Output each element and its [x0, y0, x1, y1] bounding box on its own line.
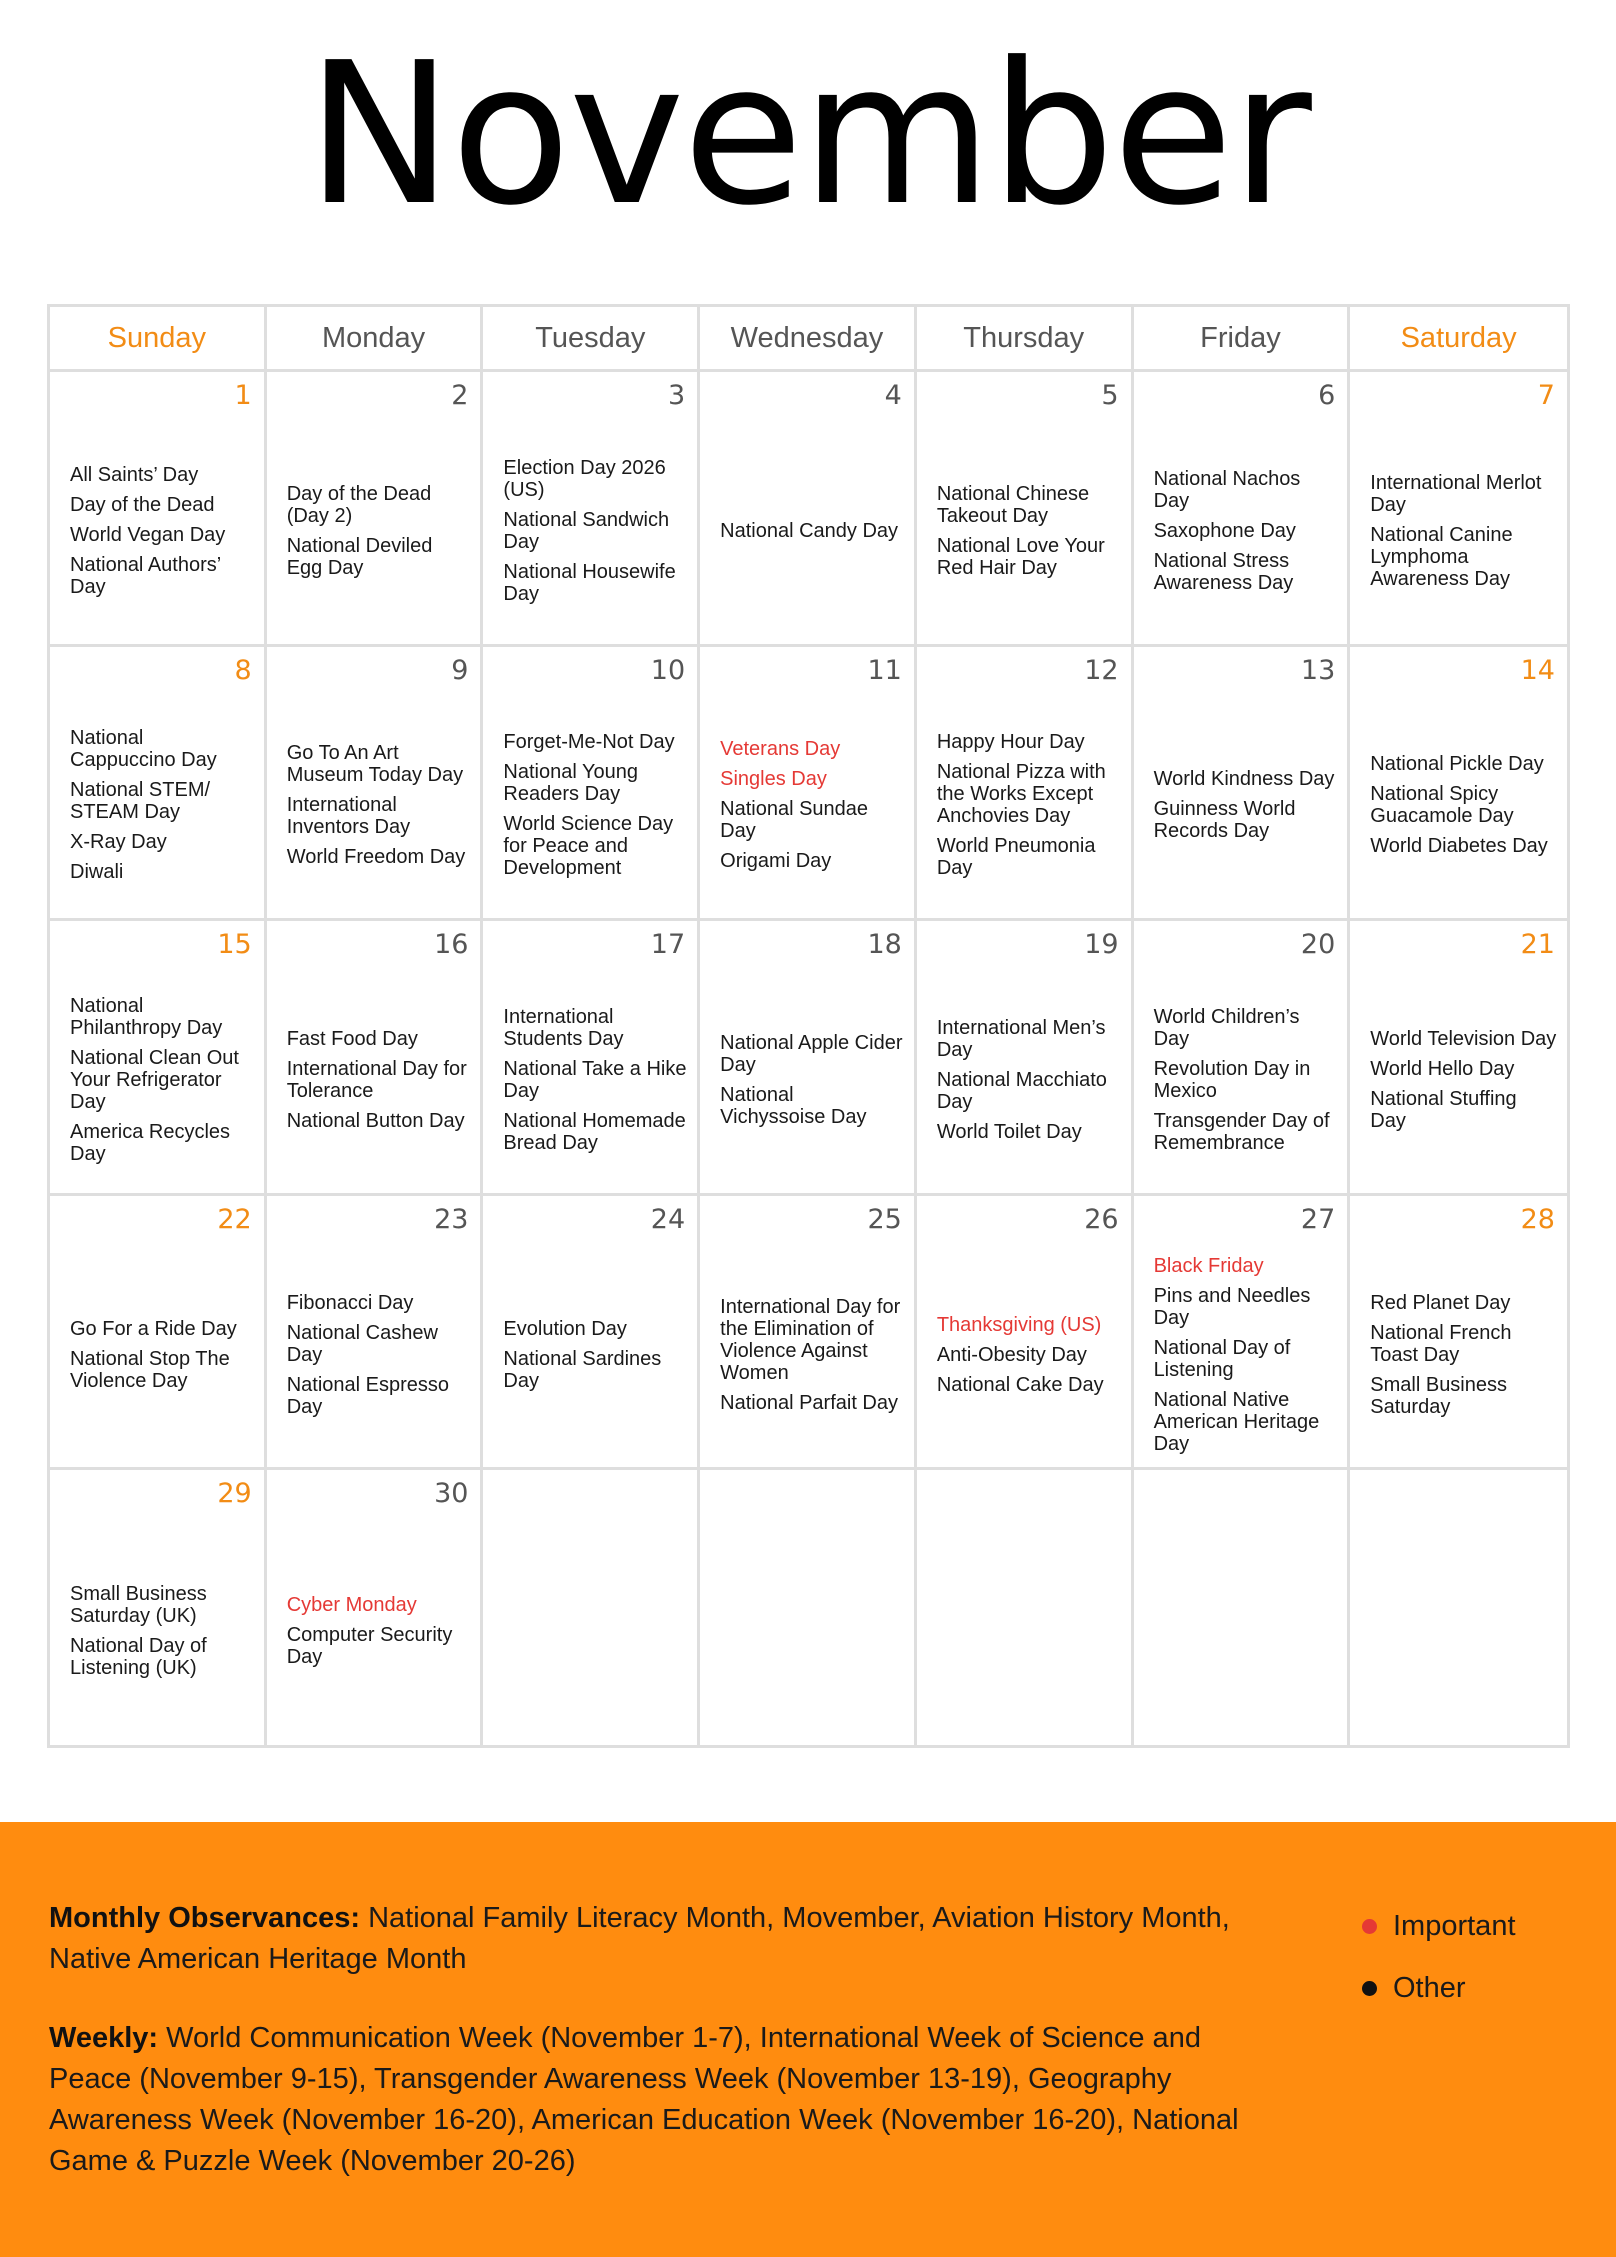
event-item: World Kindness Day [1153, 768, 1335, 791]
event-item: National Authors’ Day [70, 553, 221, 598]
event-item: Revolution Day in Mexico [1153, 1057, 1311, 1102]
day-number: 14 [1520, 654, 1555, 686]
day-number: 26 [1084, 1203, 1119, 1235]
event-item: International Students Day [503, 1005, 624, 1050]
event-list [287, 709, 471, 903]
event-list [1154, 434, 1338, 628]
event-item: National Love Your Red Hair Day [936, 534, 1105, 579]
event-item: National Clean Out Your Refrigerator Day [70, 1046, 239, 1113]
event-list [287, 1532, 471, 1729]
monthly-observances [49, 1898, 1249, 1980]
event-item: Small Business Saturday (UK) [70, 1582, 207, 1627]
event-list [287, 434, 471, 628]
event-item: National French Toast Day [1370, 1321, 1512, 1366]
event-list [503, 434, 687, 628]
page-title: November [306, 21, 1310, 249]
event-important: Black Friday [1153, 1254, 1264, 1277]
legend-item-other [1362, 1957, 1516, 2019]
event-list [70, 983, 254, 1177]
calendar-grid [47, 304, 1570, 1748]
day-cell-22 [50, 1196, 267, 1471]
day-number: 7 [1537, 380, 1555, 411]
weekly-observances [49, 2018, 1249, 2182]
event-item: National Cake Day [936, 1373, 1104, 1396]
day-cell-4 [700, 372, 917, 647]
day-cell-27 [1134, 1196, 1351, 1471]
event-item: National Young Readers Day [503, 761, 638, 806]
day-number: 10 [650, 654, 686, 686]
event-list [937, 983, 1121, 1177]
day-number: 9 [451, 654, 469, 686]
event-list [503, 1258, 687, 1452]
event-item: Small Business Saturday [1370, 1373, 1507, 1418]
day-cell-23 [267, 1196, 484, 1471]
day-cell-5 [917, 372, 1134, 647]
event-item: World Science Day for Peace and Development [503, 813, 674, 880]
weekly-observances-label: Weekly: [49, 2022, 159, 2054]
event-item: Day of the Dead (Day 2) [286, 482, 432, 527]
empty-day-cell [1134, 1470, 1351, 1745]
event-item: Saxophone Day [1153, 519, 1296, 542]
event-item: National Sardines Day [503, 1347, 662, 1392]
event-item: National Parfait Day [720, 1391, 899, 1414]
day-number: 8 [234, 654, 252, 686]
other-dot-icon [1362, 1981, 1377, 1996]
day-number: 15 [217, 929, 252, 961]
event-item: National Pickle Day [1370, 753, 1544, 776]
monthly-observances-text: National Family Literacy Month, Movember, Aviation History Month, Native American Heritage Month [49, 1902, 1230, 1975]
event-item: International Merlot Day [1370, 471, 1542, 516]
event-item: World Pneumonia Day [936, 835, 1096, 880]
legend-item-important [1362, 1895, 1516, 1957]
empty-day-cell [700, 1470, 917, 1745]
event-item: National Deviled Egg Day [286, 534, 433, 579]
day-cell-10 [483, 647, 700, 922]
event-item: National Sundae Day [720, 798, 869, 843]
event-important: Veterans Day [720, 738, 841, 761]
day-number: 5 [1101, 380, 1119, 411]
day-cell-24 [483, 1196, 700, 1471]
day-cell-1 [50, 372, 267, 647]
day-number: 3 [667, 380, 686, 411]
day-number: 28 [1520, 1203, 1555, 1235]
event-item: International Men’s Day [936, 1016, 1106, 1061]
event-list [503, 709, 687, 903]
day-number: 18 [867, 929, 902, 961]
event-item: Guinness World Records Day [1153, 798, 1296, 843]
day-number: 2 [451, 380, 469, 411]
event-item: Computer Security Day [286, 1623, 453, 1668]
weekday-header-saturday: Saturday [1350, 307, 1567, 372]
day-number: 24 [650, 1203, 686, 1235]
weekday-header-friday: Friday [1134, 307, 1351, 372]
event-item: Fibonacci Day [286, 1291, 414, 1314]
day-cell-7 [1350, 372, 1567, 647]
event-item: National Sandwich Day [503, 508, 670, 553]
event-item: National Vichyssoise Day [720, 1083, 867, 1128]
event-item: Forget-Me-Not Day [503, 731, 675, 754]
day-cell-16 [267, 921, 484, 1196]
event-item: National Button Day [286, 1109, 465, 1132]
day-cell-2 [267, 372, 484, 647]
event-item: World Freedom Day [286, 846, 466, 869]
event-list [1154, 709, 1338, 903]
event-item: Go To An Art Museum Today Day [286, 742, 464, 787]
event-item: National Apple Cider Day [720, 1031, 903, 1076]
event-item: National Nachos Day [1153, 467, 1301, 512]
day-number: 22 [217, 1203, 252, 1235]
day-number: 23 [434, 1203, 469, 1235]
event-item: X-Ray Day [70, 831, 167, 854]
event-important: Thanksgiving (US) [936, 1313, 1102, 1336]
event-list [937, 709, 1121, 903]
day-cell-13 [1134, 647, 1351, 922]
day-cell-25 [700, 1196, 917, 1471]
event-item: National Spicy Guacamole Day [1370, 783, 1514, 828]
event-item: Anti-Obesity Day [936, 1343, 1087, 1366]
event-item: National Macchiato Day [936, 1068, 1107, 1113]
event-item: Transgender Day of Remembrance [1153, 1109, 1330, 1154]
day-cell-17 [483, 921, 700, 1196]
day-cell-12 [917, 647, 1134, 922]
day-number: 13 [1300, 654, 1336, 686]
monthly-observances-label: Monthly Observances: [49, 1902, 361, 1934]
empty-day-cell [1350, 1470, 1567, 1745]
event-important: Singles Day [720, 768, 827, 791]
event-item: All Saints’ Day [70, 463, 199, 486]
event-item: Red Planet Day [1370, 1291, 1511, 1314]
event-list [1370, 709, 1557, 903]
event-item: International Day for Tolerance [286, 1057, 467, 1102]
legend [1362, 1895, 1516, 2019]
event-item: Origami Day [720, 850, 832, 873]
weekday-header-wednesday: Wednesday [700, 307, 917, 372]
event-item: Go For a Ride Day [70, 1317, 237, 1340]
day-cell-14 [1350, 647, 1567, 922]
legend-label-other: Other [1393, 1971, 1466, 2004]
event-item: National Chinese Takeout Day [936, 482, 1090, 527]
event-item: Diwali [70, 861, 124, 884]
day-number: 17 [650, 929, 686, 961]
event-item: National Cashew Day [286, 1321, 438, 1366]
day-number: 25 [867, 1203, 902, 1235]
event-item: World Children’s Day [1153, 1005, 1300, 1050]
event-item: National Day of Listening [1153, 1336, 1291, 1381]
event-item: National Housewife Day [503, 560, 676, 605]
day-cell-15 [50, 921, 267, 1196]
event-list [1153, 1254, 1338, 1455]
event-item: National Philanthropy Day [70, 994, 223, 1039]
event-item: National Canine Lymphoma Awareness Day [1370, 523, 1513, 590]
day-cell-18 [700, 921, 917, 1196]
event-list [503, 983, 687, 1177]
day-cell-21 [1350, 921, 1567, 1196]
event-list [937, 434, 1121, 628]
event-item: World Diabetes Day [1370, 835, 1548, 858]
day-number: 16 [434, 929, 469, 961]
event-list [1370, 434, 1557, 628]
event-list [720, 434, 904, 628]
event-item: National Day of Listening (UK) [70, 1634, 207, 1679]
event-list [70, 1258, 254, 1452]
day-cell-28 [1350, 1196, 1567, 1471]
event-item: International Inventors Day [286, 794, 411, 839]
event-item: National Espresso Day [286, 1373, 450, 1418]
event-item: National Native American Heritage Day [1153, 1388, 1320, 1455]
weekday-header-tuesday: Tuesday [483, 307, 700, 372]
event-list [937, 1258, 1121, 1452]
event-item: Fast Food Day [286, 1027, 418, 1050]
event-item: National Stop The Violence Day [70, 1347, 230, 1392]
event-item: International Day for the Elimination of Violence Against Women [720, 1295, 901, 1384]
day-cell-9 [267, 647, 484, 922]
event-item: National Homemade Bread Day [503, 1109, 686, 1154]
event-item: World Television Day [1370, 1027, 1557, 1050]
day-number: 20 [1300, 929, 1336, 961]
event-item: World Vegan Day [70, 523, 226, 546]
day-number: 11 [867, 654, 902, 686]
event-list [70, 1532, 254, 1729]
event-list [720, 709, 904, 903]
day-number: 4 [884, 380, 902, 411]
event-item: National Pizza with the Works Except Anchovies Day [936, 761, 1106, 828]
event-list [1370, 983, 1557, 1177]
day-cell-6 [1134, 372, 1351, 647]
event-item: America Recycles Day [70, 1120, 231, 1165]
event-list [1370, 1258, 1557, 1452]
weekday-header-thursday: Thursday [917, 307, 1134, 372]
event-list [720, 983, 904, 1177]
day-number: 29 [217, 1478, 252, 1510]
day-cell-11 [700, 647, 917, 922]
event-item: Evolution Day [503, 1317, 627, 1340]
event-item: Pins and Needles Day [1153, 1284, 1311, 1329]
weekday-header-monday: Monday [267, 307, 484, 372]
event-list [70, 434, 254, 628]
event-item: Day of the Dead [70, 493, 215, 516]
legend-label-important: Important [1393, 1909, 1516, 1942]
event-item: National Stress Awareness Day [1153, 549, 1294, 594]
event-item: National Stuffing Day [1370, 1087, 1517, 1132]
event-list [287, 983, 471, 1177]
event-list [1154, 983, 1338, 1177]
event-list [70, 709, 254, 903]
day-number: 30 [434, 1478, 469, 1510]
footer-panel [0, 1822, 1616, 2257]
day-cell-19 [917, 921, 1134, 1196]
day-cell-8 [50, 647, 267, 922]
event-list [720, 1258, 904, 1452]
event-item: National STEM/ STEAM Day [70, 779, 211, 824]
event-item: National Candy Day [720, 519, 899, 542]
day-number: 19 [1084, 929, 1119, 961]
day-cell-3 [483, 372, 700, 647]
day-number: 21 [1520, 929, 1555, 961]
day-cell-26 [917, 1196, 1134, 1471]
weekday-header-sunday: Sunday [50, 307, 267, 372]
event-item: National Take a Hike Day [503, 1057, 687, 1102]
day-number: 27 [1300, 1203, 1336, 1235]
event-list [287, 1258, 471, 1452]
important-dot-icon [1362, 1919, 1377, 1934]
day-number: 12 [1084, 654, 1119, 686]
event-item: World Hello Day [1370, 1057, 1515, 1080]
day-cell-29 [50, 1470, 267, 1745]
event-item: Election Day 2026 (US) [503, 456, 666, 501]
event-important: Cyber Monday [286, 1593, 417, 1616]
day-cell-20 [1134, 921, 1351, 1196]
day-number: 6 [1318, 380, 1336, 411]
event-item: World Toilet Day [936, 1120, 1082, 1143]
day-cell-30 [267, 1470, 484, 1745]
empty-day-cell [917, 1470, 1134, 1745]
weekly-observances-text: World Communication Week (November 1-7), International Week of Science and Peace (November 9-15), Transgender Awareness Week (November 13-19), Geography Awareness Week (November 16-20), American Education Week (November 16-20), National Game & Puzzle Week (November 20-26) [49, 2022, 1239, 2177]
day-number: 1 [234, 380, 252, 411]
empty-day-cell [483, 1470, 700, 1745]
event-item: Happy Hour Day [936, 731, 1085, 754]
event-item: National Cappuccino Day [70, 727, 217, 772]
